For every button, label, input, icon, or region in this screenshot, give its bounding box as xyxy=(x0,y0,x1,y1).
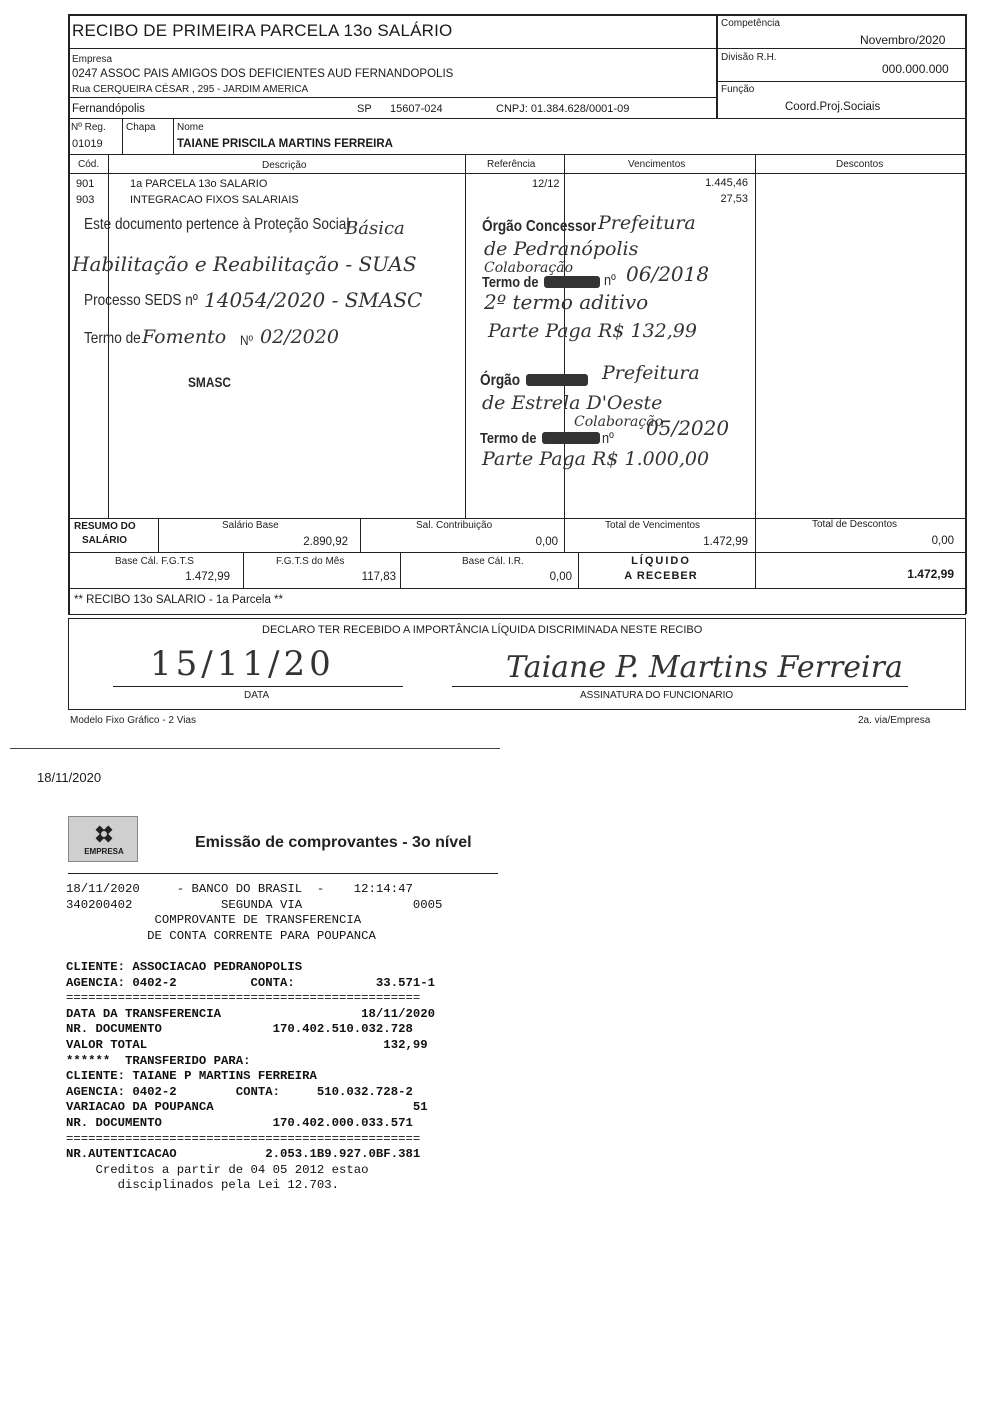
bank-line: AGENCIA: 0402-2 CONTA: 510.032.728-2 xyxy=(66,1084,413,1099)
base-ir-value: 0,00 xyxy=(549,571,572,583)
page-divider xyxy=(10,748,500,749)
print-date: 18/11/2020 xyxy=(37,770,102,785)
col-descontos: Descontos xyxy=(836,159,884,170)
cidade-value: Fernandópolis xyxy=(72,103,145,115)
base-fgts-label: Base Cál. F.G.T.S xyxy=(115,556,194,567)
bank-logo-icon xyxy=(69,819,139,849)
item-1-referencia: 12/12 xyxy=(532,178,560,190)
liquido-label-1: LÍQUIDO xyxy=(631,555,691,567)
nreg-value: 01019 xyxy=(72,138,103,150)
total-venc-label: Total de Vencimentos xyxy=(605,520,701,531)
stamp-line1: Este documento pertence à Proteção Social xyxy=(84,216,350,233)
divisao-value: 000.000.000 xyxy=(882,62,949,76)
bank-lines xyxy=(66,882,506,1194)
stamp-orgao-concessor-1 xyxy=(478,210,778,360)
stamp1-orgao-hand: Prefeitura xyxy=(598,212,696,234)
bank-receipt xyxy=(0,800,520,1220)
bank-line: NR.AUTENTICACAO 2.053.1B9.927.0BF.381 xyxy=(66,1147,421,1162)
total-desc-value: 0,00 xyxy=(931,535,954,547)
fgts-mes-value: 117,83 xyxy=(361,571,396,583)
cnpj-value: CNPJ: 01.384.628/0001-09 xyxy=(496,103,630,115)
stamp-line4: Termo de xyxy=(84,330,141,347)
competencia-value: Novembro/2020 xyxy=(860,33,946,47)
stamp2-redaction xyxy=(526,374,588,386)
stamp2-termo-n: nº xyxy=(602,430,614,447)
bank-heading: Emissão de comprovantes - 3o nível xyxy=(195,834,472,851)
bank-line: disciplinados pela Lei 12.703. xyxy=(66,1178,340,1193)
bank-line: CLIENTE: TAIANE P MARTINS FERREIRA xyxy=(66,1069,317,1084)
bank-line: ================================================ xyxy=(66,1131,421,1146)
receipt-title: RECIBO DE PRIMEIRA PARCELA 13o SALÁRIO xyxy=(72,21,453,40)
stamp-orgao-concessor-2 xyxy=(478,360,778,490)
chapa-label: Chapa xyxy=(126,122,156,133)
stamp1-termo-n: nº xyxy=(604,272,616,289)
stamp-line4-hand: Fomento xyxy=(142,326,227,348)
funcao-label: Função xyxy=(721,84,755,95)
stamp1-orgao: Órgão Concessor xyxy=(482,218,597,235)
stamp1-termo-hand: 06/2018 xyxy=(626,262,710,286)
empresa-label: Empresa xyxy=(72,54,113,65)
stamp1-hand5: Parte Paga R$ 132,99 xyxy=(488,320,697,342)
receipt-note: ** RECIBO 13o SALARIO - 1a Parcela ** xyxy=(74,594,284,606)
stamp1-hand3: Colaboração xyxy=(484,260,574,276)
total-venc-value: 1.472,99 xyxy=(703,536,748,548)
item-2-descricao: INTEGRACAO FIXOS SALARIAIS xyxy=(130,194,299,206)
competencia-label: Competência xyxy=(721,18,780,29)
stamp-line3: Processo SEDS nº xyxy=(84,292,198,309)
sal-contrib-label: Sal. Contribuição xyxy=(416,520,493,531)
item-1-cod: 901 xyxy=(76,178,95,190)
stamp2-orgao-hand: Prefeitura xyxy=(602,362,700,384)
liquido-label-2: A RECEBER xyxy=(624,570,698,582)
fgts-mes-label: F.G.T.S do Mês xyxy=(276,556,345,567)
bank-line: 340200402 SEGUNDA VIA 0005 xyxy=(66,897,443,912)
stamp2-termo-hand: 05/2020 xyxy=(646,416,730,440)
funcao-value: Coord.Proj.Sociais xyxy=(785,101,881,113)
col-vencimentos: Vencimentos xyxy=(628,159,686,170)
total-desc-label: Total de Descontos xyxy=(812,519,898,530)
stamp1-hand2: de Pedranópolis xyxy=(484,238,639,260)
bank-line: Creditos a partir de 04 05 2012 estao xyxy=(66,1162,369,1177)
salario-base-label: Salário Base xyxy=(222,520,279,531)
resumo-label-2: SALÁRIO xyxy=(82,535,127,546)
stamp2-redaction-2 xyxy=(542,432,600,444)
bank-line: ================================================ xyxy=(66,991,421,1006)
stamp2-hand3: Colaboração xyxy=(574,414,664,430)
uf-value: SP xyxy=(357,103,372,115)
stamp-line5: SMASC xyxy=(188,374,231,390)
nome-value: TAIANE PRISCILA MARTINS FERREIRA xyxy=(177,138,393,150)
data-hand: 15/11/20 xyxy=(150,644,335,684)
base-fgts-value: 1.472,99 xyxy=(185,571,230,583)
stamp-protecao-social xyxy=(70,212,460,402)
bank-line: AGENCIA: 0402-2 CONTA: 33.571-1 xyxy=(66,975,435,990)
endereco-value: Rua CERQUEIRA CÉSAR , 295 - JARDIM AMERICA xyxy=(72,84,309,95)
salario-base-value: 2.890,92 xyxy=(303,536,348,548)
liquido-value: 1.472,99 xyxy=(907,567,954,581)
col-descricao: Descrição xyxy=(262,160,307,171)
base-ir-label: Base Cál. I.R. xyxy=(462,556,524,567)
col-referencia: Referência xyxy=(487,159,536,170)
nome-label: Nome xyxy=(177,122,204,133)
col-cod: Cód. xyxy=(78,159,100,170)
stamp1-termo: Termo de xyxy=(482,274,539,291)
assinatura-label: ASSINATURA DO FUNCIONARIO xyxy=(580,690,734,701)
empresa-value: 0247 ASSOC PAIS AMIGOS DOS DEFICIENTES AUD FERNANDOPOLIS xyxy=(72,68,454,80)
stamp-line2-hand: Habilitação e Reabilitação - SUAS xyxy=(72,252,417,276)
stamp1-redaction xyxy=(544,276,600,288)
item-2-vencimento: 27,53 xyxy=(720,193,748,205)
bank-line: 18/11/2020 - BANCO DO BRASIL - 12:14:47 xyxy=(66,882,413,896)
sal-contrib-value: 0,00 xyxy=(535,536,558,548)
stamp2-orgao: Órgão xyxy=(480,372,521,389)
stamp2-hand4: Parte Paga R$ 1.000,00 xyxy=(482,448,710,470)
bank-logo xyxy=(68,816,138,862)
via-text: 2a. via/Empresa xyxy=(858,715,931,725)
bank-line: DE CONTA CORRENTE PARA POUPANCA xyxy=(66,928,376,943)
bank-line: CLIENTE: ASSOCIACAO PEDRANOPOLIS xyxy=(66,959,303,974)
bank-line: NR. DOCUMENTO 170.402.000.033.571 xyxy=(66,1115,413,1130)
nreg-label: Nº Reg. xyxy=(71,122,106,133)
stamp-line4b-hand: 02/2020 xyxy=(260,326,339,348)
stamp2-termo: Termo de xyxy=(480,430,537,447)
modelo-text: Modelo Fixo Gráfico - 2 Vias xyxy=(70,715,196,726)
stamp-line1-hand: Básica xyxy=(345,218,405,239)
resumo-label-1: RESUMO DO xyxy=(74,521,136,532)
item-2-cod: 903 xyxy=(76,194,95,206)
stamp1-hand4: 2º termo aditivo xyxy=(484,290,649,314)
item-1-descricao: 1a PARCELA 13o SALARIO xyxy=(130,178,268,190)
bank-logo-label: EMPRESA xyxy=(84,847,124,856)
bank-line: NR. DOCUMENTO 170.402.510.032.728 xyxy=(66,1022,413,1037)
stamp-line3-hand: 14054/2020 - SMASC xyxy=(204,288,423,312)
bank-line xyxy=(66,944,506,960)
bank-line: VALOR TOTAL 132,99 xyxy=(66,1037,428,1052)
declaro-text: DECLARO TER RECEBIDO A IMPORTÂNCIA LÍQUIDA DISCRIMINADA NESTE RECIBO xyxy=(262,624,703,636)
divisao-label: Divisão R.H. xyxy=(721,52,777,63)
assinatura-hand: Taiane P. Martins Ferreira xyxy=(506,650,903,685)
stamp2-hand2: de Estrela D'Oeste xyxy=(482,392,663,414)
bank-line: DATA DA TRANSFERENCIA 18/11/2020 xyxy=(66,1006,435,1021)
bank-line: ****** TRANSFERIDO PARA: xyxy=(66,1053,251,1068)
bank-line: VARIACAO DA POUPANCA 51 xyxy=(66,1100,428,1115)
stamp-line4b: Nº xyxy=(240,332,253,348)
data-label: DATA xyxy=(244,690,270,701)
cep-value: 15607-024 xyxy=(390,103,443,115)
item-1-vencimento: 1.445,46 xyxy=(705,177,748,189)
bank-line: COMPROVANTE DE TRANSFERENCIA xyxy=(66,913,362,928)
